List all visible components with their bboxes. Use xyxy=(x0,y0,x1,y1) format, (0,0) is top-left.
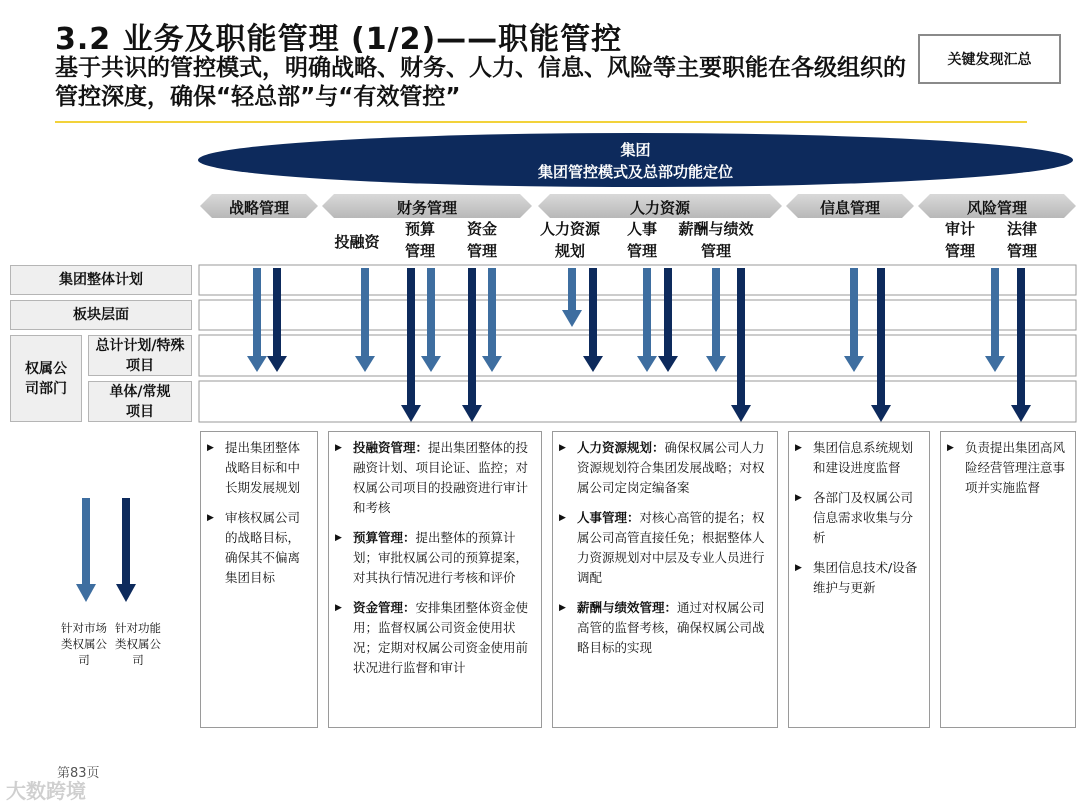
watermark: 大数跨境 xyxy=(6,779,86,803)
sub-label-compensation: 薪酬与绩效 管理 xyxy=(678,220,754,260)
list-item: ▶ 人事管理：对核心高管的提名；权属公司高管直接任免；根据整体人力资源规划对中层及专业人员进行调配 xyxy=(559,510,765,585)
row-label-group-plan: 集团整体计划 xyxy=(10,265,192,295)
row-box-segment xyxy=(199,300,1076,330)
sub-label-audit: 审计 管理 xyxy=(944,220,975,260)
page-subtitle: 基于共识的管控模式，明确战略、财务、人力、信息、风险等主要职能在各级组织的管控深度，确保“轻总部”与“有效管控” xyxy=(55,55,906,110)
row-box-overall-plan xyxy=(199,335,1076,376)
list-item: ▶ 集团信息系统规划和建设进度监督 xyxy=(795,440,914,475)
sub-label-fund: 资金 管理 xyxy=(466,220,497,260)
row-box-group-plan xyxy=(199,265,1076,295)
list-item: ▶ 薪酬与绩效管理：通过对权属公司高管的监督考核，确保权属公司战略目标的实现 xyxy=(559,600,765,655)
category-label-risk: 风险管理 xyxy=(966,199,1027,217)
category-label-hr: 人力资源 xyxy=(629,199,690,217)
row-label-single: 单体/常规项目 xyxy=(88,381,192,422)
list-item: ▶ 负责提出集团高风险经营管理注意事项并实施监督 xyxy=(947,440,1066,495)
sub-label-budget: 预算 管理 xyxy=(404,220,435,260)
list-item: ▶ 预算管理：提出整体的预算计划；审批权属公司的预算提案，对其执行情况进行考核和评价 xyxy=(335,530,529,585)
legend-label-function: 针对功能类权属公司 xyxy=(115,621,161,667)
category-label-finance: 财务管理 xyxy=(396,199,457,217)
desc-box-info xyxy=(788,431,930,728)
legend-label-market: 针对市场类权属公司 xyxy=(61,621,107,667)
list-item: ▶ 资金管理：安排集团整体资金使用；监督权属公司资金使用状况；定期对权属公司资金使用前状况进行监督和审计 xyxy=(335,600,529,675)
key-findings-summary-button[interactable]: 关键发现汇总 xyxy=(918,34,1061,84)
row-label-subsidiary: 权属公司部门 xyxy=(10,335,82,422)
row-label-overall-plan: 总计计划/特殊项目 xyxy=(88,335,192,376)
list-item: ▶ 集团信息技术/设备维护与更新 xyxy=(795,560,918,595)
list-item: ▶ 人力资源规划：确保权属公司人力资源规划符合集团发展战略；对权属公司定岗定编备案 xyxy=(559,440,765,495)
sub-label-personnel: 人事 管理 xyxy=(626,220,657,260)
desc-box-strategy xyxy=(200,431,318,728)
desc-box-finance xyxy=(328,431,542,728)
desc-box-risk xyxy=(940,431,1076,728)
sub-label-investment: 投融资 xyxy=(334,233,380,251)
legend-arrow-function xyxy=(116,498,136,602)
category-label-info: 信息管理 xyxy=(819,199,880,217)
list-item: ▶ 审核权属公司的战略目标，确保其不偏离集团目标 xyxy=(207,510,301,585)
list-item: ▶ 投融资管理：提出集团整体的投融资计划、项目论证、监控；对权属公司项目的投融资进行审计和考核 xyxy=(335,440,529,515)
sub-label-hr-planning: 人力资源 规划 xyxy=(539,220,600,260)
page-number: 第83页 xyxy=(57,766,100,781)
category-label-strategy: 战略管理 xyxy=(228,199,289,217)
list-item: ▶ 各部门及权属公司信息需求收集与分析 xyxy=(795,490,914,545)
sub-label-legal: 法律 管理 xyxy=(1006,220,1037,260)
row-box-single xyxy=(199,381,1076,422)
group-positioning-label: 集团管控模式及总部功能定位 xyxy=(537,163,733,181)
list-item: ▶ 提出集团整体战略目标和中长期发展规划 xyxy=(207,440,301,495)
legend-arrow-market xyxy=(76,498,96,602)
desc-box-hr xyxy=(552,431,778,728)
row-label-segment: 板块层面 xyxy=(10,300,192,330)
page-title: 3.2 业务及职能管理 (1/2)——职能管控 xyxy=(55,22,623,57)
group-label: 集团 xyxy=(620,141,651,159)
